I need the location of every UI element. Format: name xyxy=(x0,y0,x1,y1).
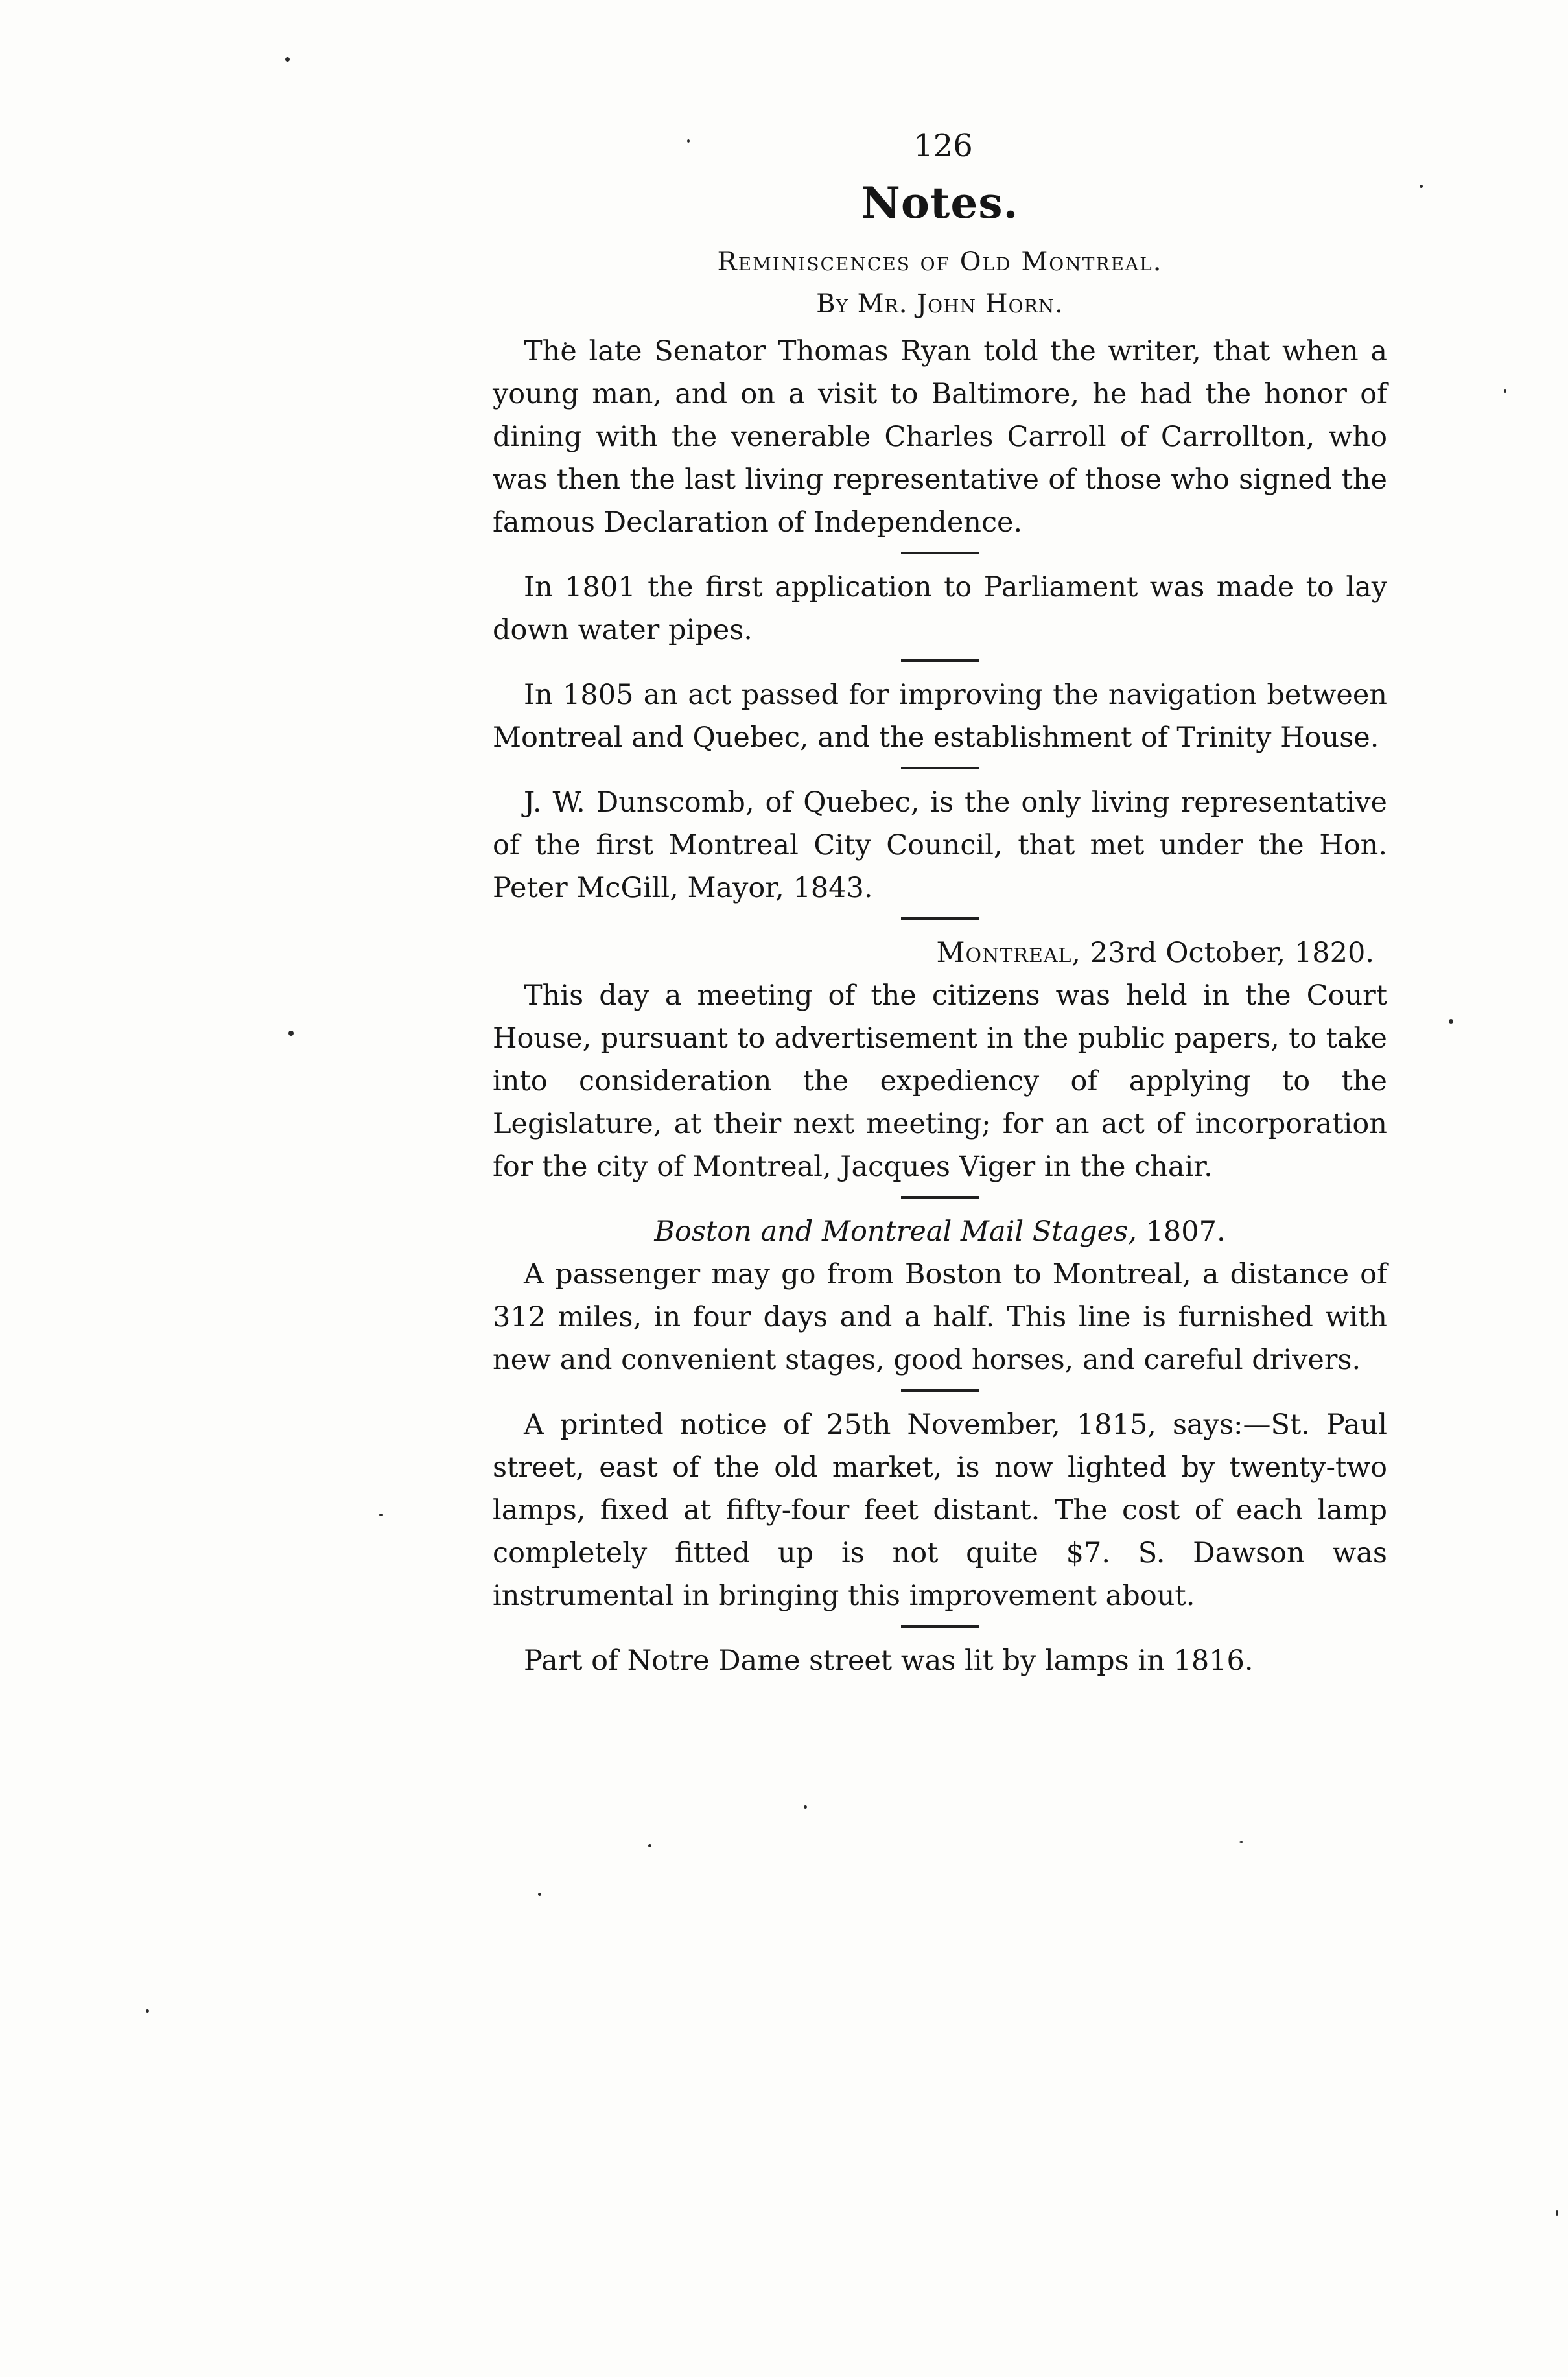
paragraph-meeting: This day a meeting of the citizens was held in the Court House, pursuant to advertisement in the public papers, to take into consideration the expediency of applying to the Legislature, at their next meeting; for an act of incorporation for the city of Montreal, Jacques Viger in the chair. xyxy=(493,979,1387,1183)
paragraph-trinity-house: In 1805 an act passed for improving the navigation between Montreal and Quebec, and the establishment of Trinity House. xyxy=(493,679,1387,754)
paragraph-water-pipes: In 1801 the first application to Parliament was made to lay down water pipes. xyxy=(493,571,1387,646)
scan-speck xyxy=(285,57,290,62)
scan-speck xyxy=(538,1893,541,1896)
scan-speck xyxy=(379,1514,383,1516)
section-divider xyxy=(901,767,979,769)
page-number: 126 xyxy=(913,128,973,164)
scan-speck xyxy=(1504,389,1506,393)
section-divider xyxy=(901,552,979,554)
dateline-place: Montreal, xyxy=(936,937,1082,969)
article-title: Reminiscences of Old Montreal. xyxy=(717,247,1163,277)
dateline xyxy=(493,931,1387,974)
paragraph-lamps: A printed notice of 25th November, 1815, says:—St. Paul street, east of the old market, is now lighted by twenty-two lamps, fixed at fifty-four feet distant. The cost of each lamp completely fitted up is not quite $7. S. Dawson was instrumental in bringing this improvement about. xyxy=(493,1409,1387,1612)
byline: By Mr. John Horn. xyxy=(816,289,1064,319)
scan-speck xyxy=(288,1031,294,1036)
paragraph-mail-stages: A passenger may go from Boston to Montreal, a distance of 312 miles, in four days and a half. This line is furnished with new and convenient stages, good horses, and careful drivers. xyxy=(493,1258,1387,1376)
dateline-date: 23rd October, 1820. xyxy=(1090,937,1374,969)
scan-speck xyxy=(1556,2210,1558,2216)
section-divider xyxy=(901,659,979,662)
stages-heading-title: Boston and Montreal Mail Stages, xyxy=(654,1215,1137,1248)
paragraph-dunscomb: J. W. Dunscomb, of Quebec, is the only living representative of the first Montreal City Council, that met under the Hon. Peter McGill, Mayor, 1843. xyxy=(493,786,1387,904)
scan-speck xyxy=(1449,1019,1453,1024)
scan-speck xyxy=(1239,1841,1243,1843)
scan-speck xyxy=(146,2009,149,2013)
section-divider xyxy=(901,1389,979,1392)
section-divider xyxy=(901,917,979,920)
stages-heading xyxy=(493,1210,1387,1253)
scan-speck xyxy=(648,1844,651,1847)
text-column xyxy=(493,126,1387,1682)
paragraph-carroll: The late Senator Thomas Ryan told the writer, that when a young man, and on a visit to Baltimore, he had the honor of dining with the venerable Charles Carroll of Carrollton, who was then the last living representative of those who signed the famous Declaration of Independence. xyxy=(493,335,1387,539)
section-divider xyxy=(901,1196,979,1199)
paragraph-notre-dame: Part of Notre Dame street was lit by lamps in 1816. xyxy=(524,1645,1254,1677)
section-divider xyxy=(901,1625,979,1628)
scan-speck xyxy=(804,1805,807,1809)
stages-heading-year: 1807. xyxy=(1145,1215,1226,1248)
scan-speck xyxy=(1420,185,1423,188)
section-title: Notes. xyxy=(861,178,1019,228)
